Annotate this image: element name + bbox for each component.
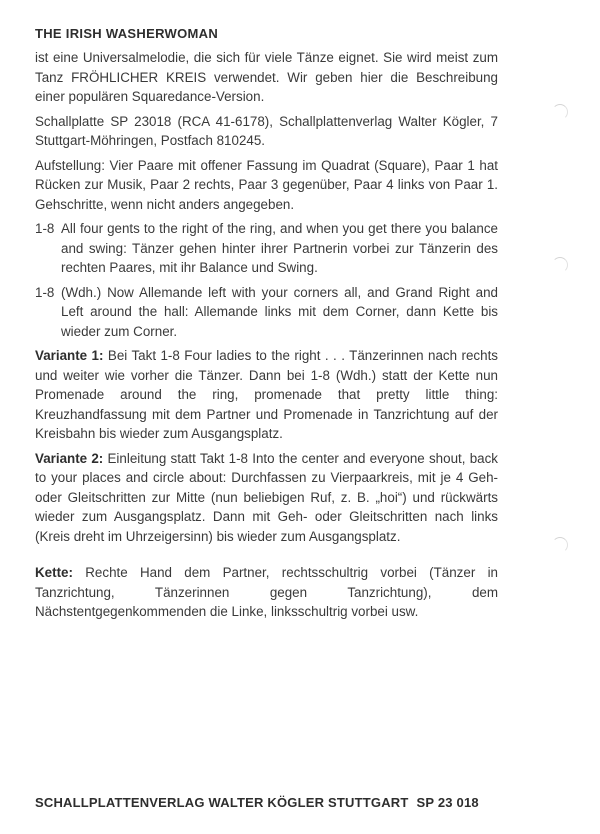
- step-item: [35, 219, 498, 278]
- record-info-paragraph: Schallplatte SP 23018 (RCA 41-6178), Schallplattenverlag Walter Kögler, 7 Stuttgart-Möhringen, Postfach 810245.: [35, 113, 498, 148]
- variant-label: Variante 2:: [35, 450, 104, 466]
- chain-text: Rechte Hand dem Partner, rechtsschultrig vorbei (Tänzer in Tanzrichtung, Tänzerinnen gegen Tanzrichtung), dem Nächstentgegenkommenden die Linke, linksschultrig vorbei usw.: [35, 565, 498, 619]
- footer-record-code: SP 23 018: [416, 795, 479, 810]
- variant-label: Variante 1:: [35, 348, 104, 363]
- page-footer: [35, 795, 479, 810]
- step-number: 1-8: [35, 284, 55, 300]
- document-page: [35, 24, 498, 627]
- step-text: All four gents to the right of the ring, and when you get there you balance and swing: Tänzer gehen hinter ihrer Partnerin vorbei zur Tänzerin des rechten Paares, mit ihr Balance und Swing.: [61, 221, 498, 275]
- document-title: THE IRISH WASHERWOMAN: [35, 26, 219, 41]
- step-text: (Wdh.) Now Allemande left with your corners all, and Grand Right and Left around the hall: Allemande links mit dem Corner, dann Kette bis wieder zum Corner.: [61, 284, 498, 339]
- punch-hole-mark: [552, 104, 568, 120]
- footer-publisher: SCHALLPLATTENVERLAG WALTER KÖGLER STUTTGART: [35, 795, 409, 810]
- chain-paragraph: [35, 563, 498, 622]
- step-item: [35, 283, 498, 342]
- punch-hole-mark: [552, 537, 568, 553]
- setup-paragraph: Aufstellung: Vier Paare mit offener Fassung im Quadrat (Square), Paar 1 hat Rücken zur Musik, Paar 2 rechts, Paar 3 gegenüber, Paar 4 links von Paar 1. Gehschritte, wenn nicht anders angegeben.: [35, 157, 498, 212]
- variant-text: Einleitung statt Takt 1-8 Into the center and everyone shout, back to your places and circle about: Durchfassen zu Vierpaarkreis, mit je 4 Geh- oder Gleitschritten zur Mitte (nun beliebigen Ruf, z. B. „hoi“) und rückwärts wieder zum Ausgangsplatz. Dann mit Geh- oder Gleitschritten nach links (Kreis dreht im Uhrzeigersinn) bis wieder zum Ausgangsplatz.: [35, 450, 498, 544]
- variant-1-paragraph: [35, 346, 498, 444]
- variant-text: Bei Takt 1-8 Four ladies to the right . . . Tänzerinnen nach rechts und weiter wie vorher die Tänzer. Dann bei 1-8 (Wdh.) statt der Kette nun Promenade around the ring, promenade that pretty little thing: Kreuzhandfassung mit dem Partner und Promenade in Tanzrichtung auf der Kreisbahn bis wieder zum Ausgangsplatz.: [35, 348, 498, 441]
- punch-hole-mark: [552, 257, 568, 273]
- section-spacer: [35, 551, 498, 563]
- variant-2-paragraph: [35, 449, 498, 547]
- intro-paragraph: ist eine Universalmelodie, die sich für viele Tänze eignet. Sie wird meist zum Tanz FRÖHLICHER KREIS verwendet. Wir geben hier die Beschreibung einer populären Squaredance-Version.: [35, 50, 498, 104]
- chain-label: Kette:: [35, 565, 73, 580]
- step-number: 1-8: [35, 221, 55, 236]
